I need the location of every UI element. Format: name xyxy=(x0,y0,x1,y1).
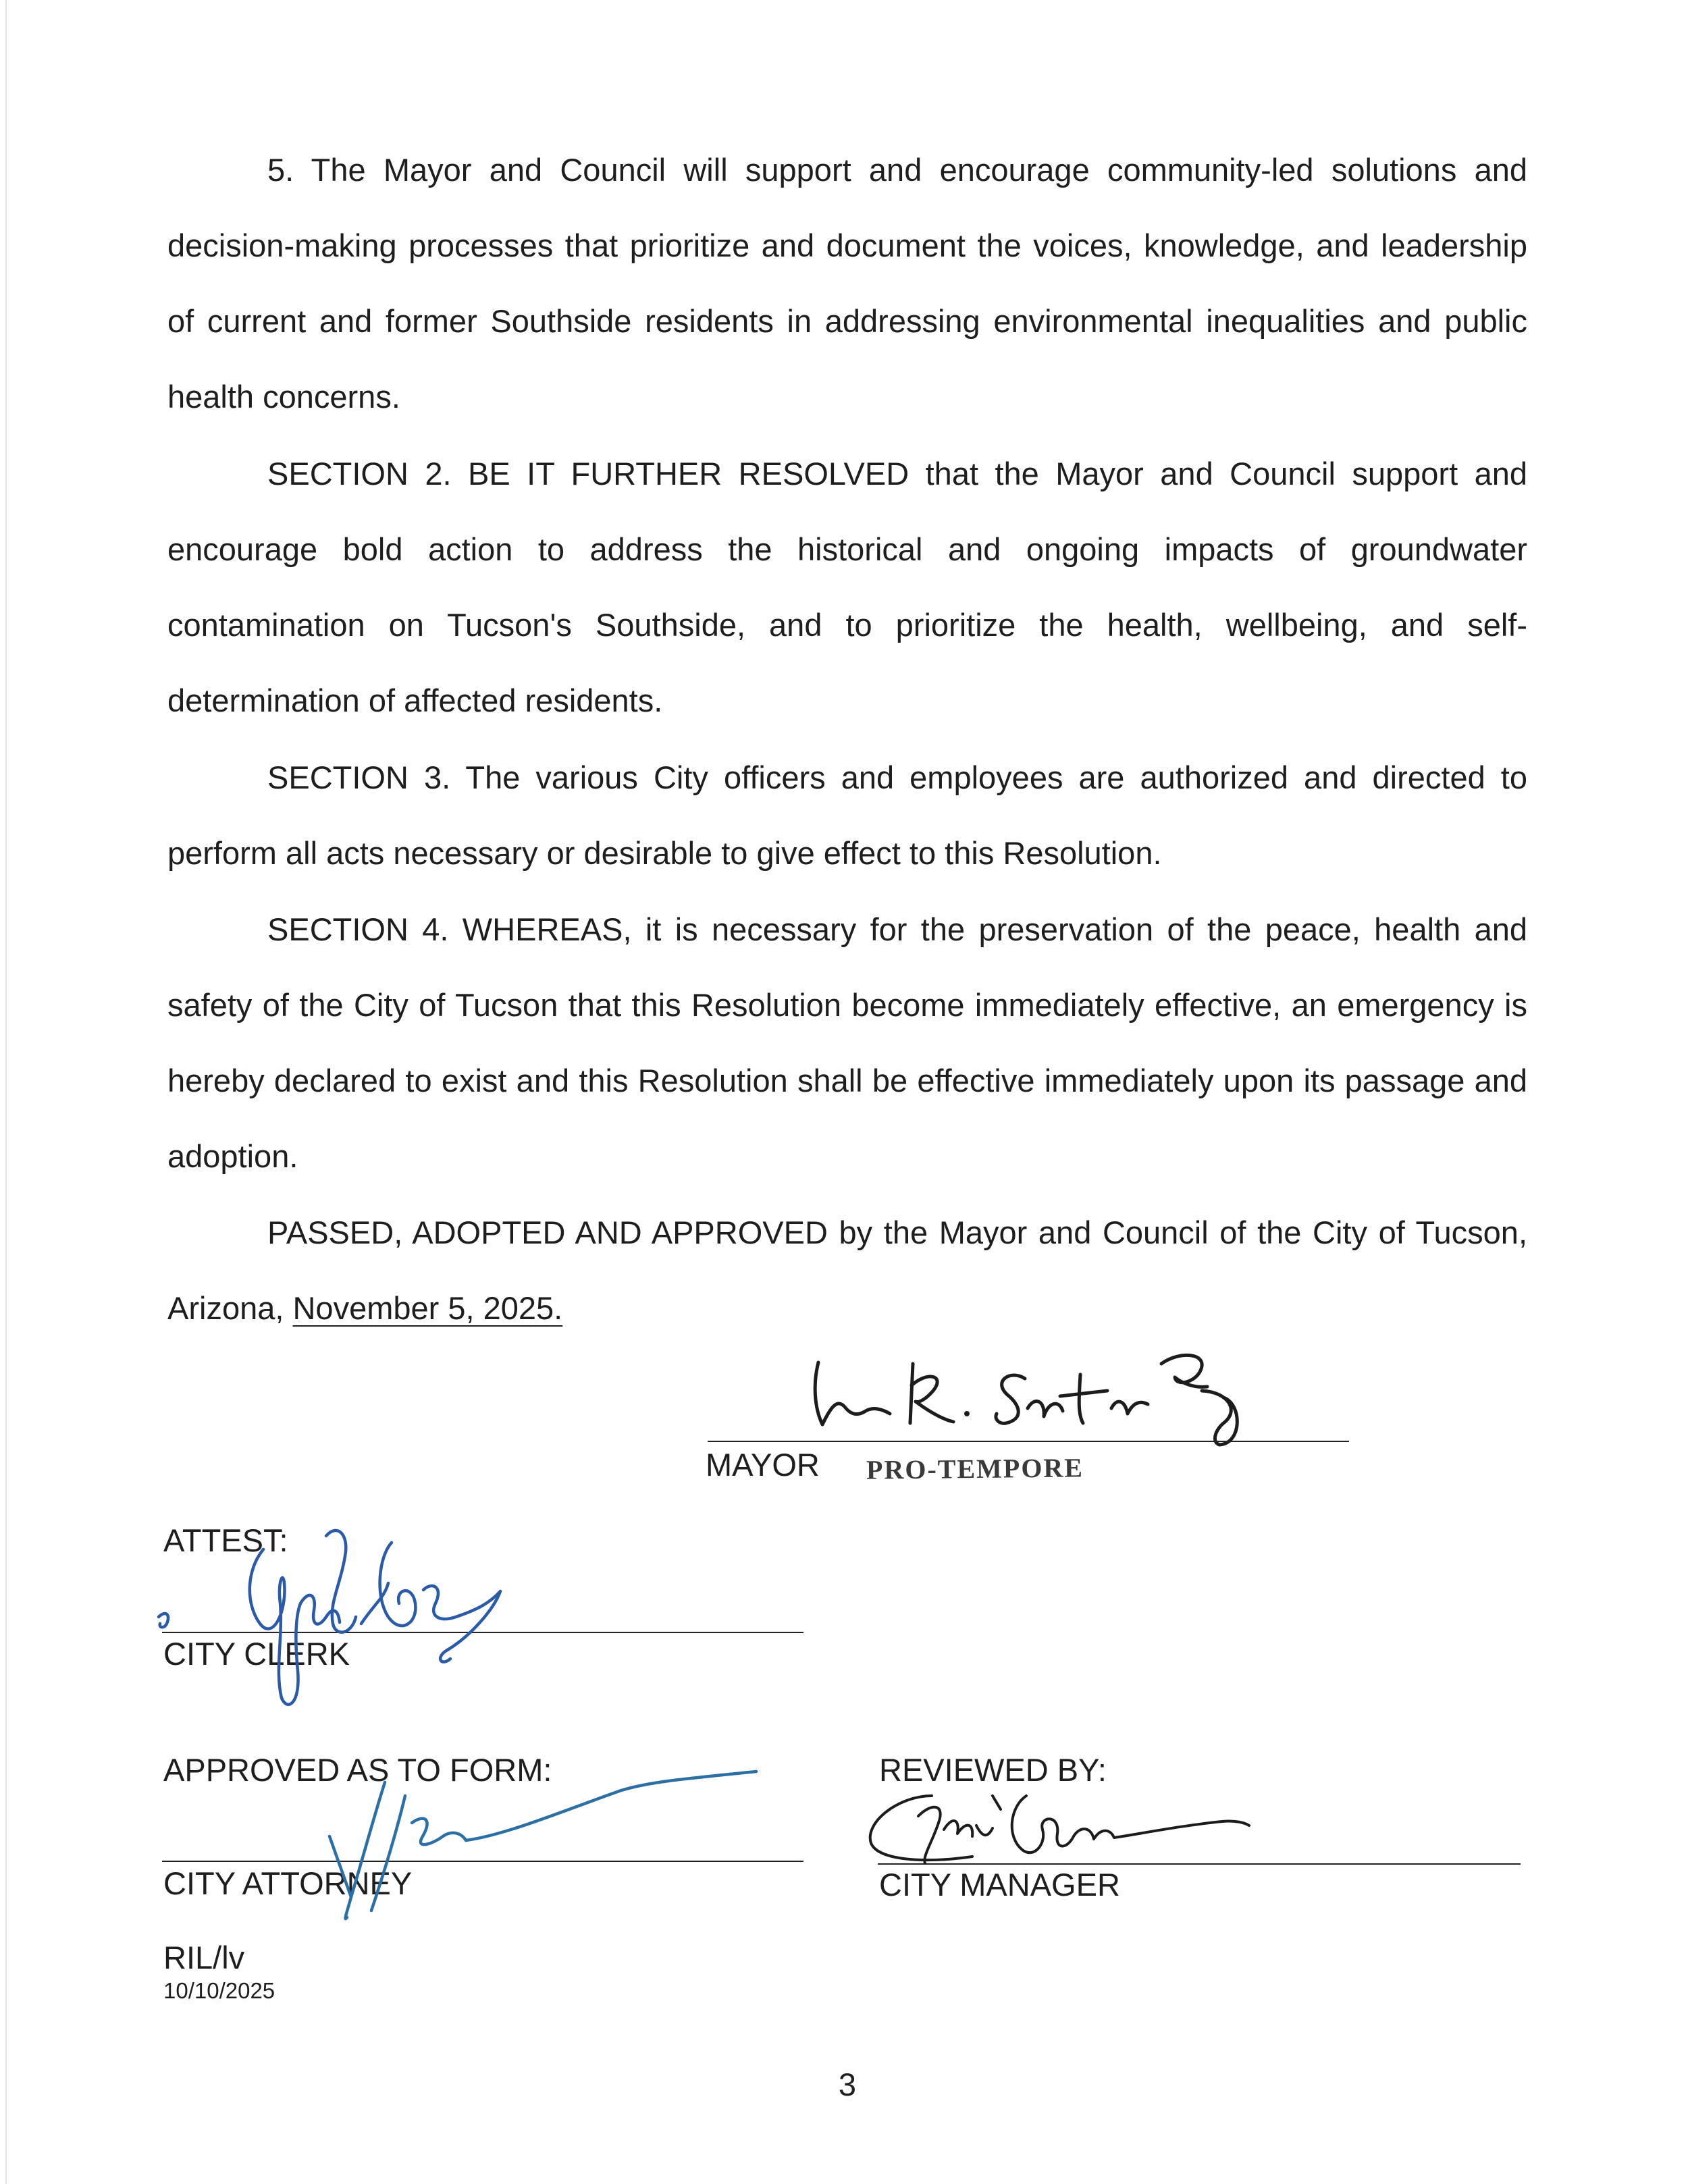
passed-date: November 5, 2025. xyxy=(292,1290,563,1326)
section-3-text: SECTION 3. The various City officers and employees are authorized and directed to perform all acts necessary or desirable to give effect to this Resolution. xyxy=(167,760,1527,871)
approved-as-to-form-label: APPROVED AS TO FORM: xyxy=(163,1752,552,1788)
section-2 xyxy=(167,436,1527,739)
city-attorney-label: CITY ATTORNEY xyxy=(163,1865,413,1901)
initials: RIL/lv xyxy=(163,1940,245,1975)
mayor-signature-line xyxy=(708,1441,1349,1442)
section-3 xyxy=(167,740,1527,891)
reviewed-by-label: REVIEWED BY: xyxy=(879,1752,1107,1788)
page-number: 3 xyxy=(838,2067,857,2102)
city-clerk-signature xyxy=(152,1509,598,1711)
section-4-text: SECTION 4. WHEREAS, it is necessary for the preservation of the peace, health and safety of the City of Tucson that this Resolution become immediately effective, an emergency is hereby declared to exist and this Resolution shall be effective immediately upon its passage and adoption. xyxy=(167,911,1527,1174)
city-manager-signature xyxy=(858,1769,1317,1904)
passed-paragraph xyxy=(167,1195,1527,1346)
attest-label: ATTEST: xyxy=(163,1522,288,1558)
passed-text: PASSED, ADOPTED AND APPROVED by the Mayor and Council of the City of Tucson, Arizona, xyxy=(167,1215,1527,1326)
section-4 xyxy=(167,892,1527,1194)
paragraph-5-text: 5. The Mayor and Council will support and encourage community-led solutions and decision-making processes that prioritize and document the voices, knowledge, and leadership of current and former Southside residents in addressing environmental inequalities and public health concerns. xyxy=(167,152,1527,415)
page-edge xyxy=(5,0,7,2184)
section-2-text: SECTION 2. BE IT FURTHER RESOLVED that the Mayor and Council support and encourage bold action to address the historical and ongoing impacts of groundwater contamination on Tucson's Southside, and to prioritize the health, wellbeing, and self-determination of affected residents. xyxy=(167,456,1527,718)
pro-tempore-stamp: PRO-TEMPORE xyxy=(866,1452,1084,1485)
paragraph-5 xyxy=(167,132,1527,435)
city-clerk-label: CITY CLERK xyxy=(163,1636,350,1672)
city-attorney-signature xyxy=(324,1755,770,1931)
mayor-label: MAYOR xyxy=(706,1447,820,1483)
city-manager-label: CITY MANAGER xyxy=(879,1867,1120,1902)
document-date: 10/10/2025 xyxy=(163,1978,275,2003)
